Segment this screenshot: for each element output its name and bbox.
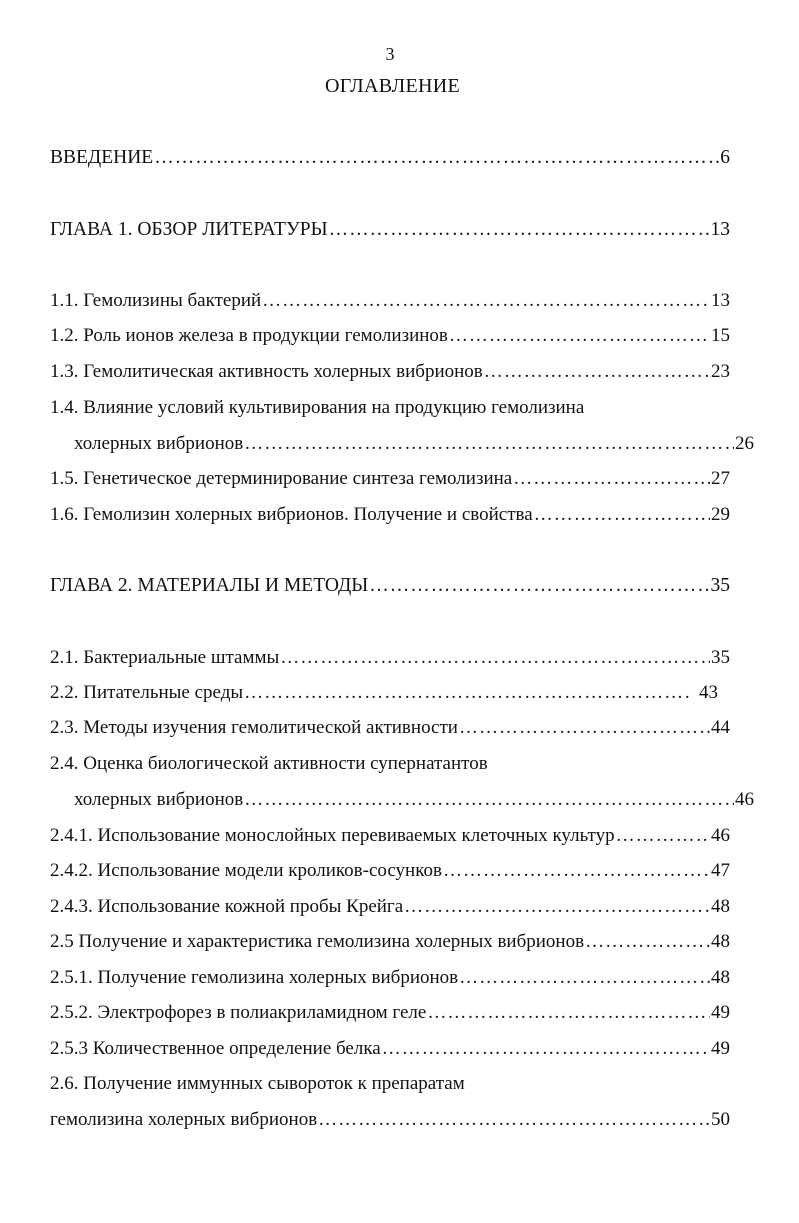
- toc-entry-page: 49: [711, 1002, 730, 1023]
- toc-entry-page: 46: [711, 825, 730, 846]
- toc-entry-page: 29: [711, 504, 730, 525]
- toc-entry-page: 26: [735, 433, 754, 454]
- leader-dots: [244, 681, 690, 705]
- toc-entry-2-5-2[interactable]: [50, 1001, 730, 1025]
- toc-entry-page: 43: [699, 682, 718, 703]
- toc-entry-page: 48: [711, 931, 730, 952]
- toc-entry-page: 44: [711, 717, 730, 738]
- toc-entry-label: 2.5.1. Получение гемолизина холерных вибрионов: [50, 967, 459, 988]
- toc-entry-1-5[interactable]: [50, 467, 730, 491]
- toc-entry-page: 6: [720, 147, 730, 168]
- leader-dots: [616, 824, 710, 848]
- toc-entry-2-4-2[interactable]: [50, 859, 730, 883]
- leader-dots: [513, 467, 710, 491]
- toc-entry-page: 46: [735, 789, 754, 810]
- toc-entry-introduction[interactable]: [50, 146, 730, 170]
- toc-entry-2-4-1[interactable]: [50, 824, 730, 848]
- toc-entry-1-4[interactable]: [50, 396, 754, 456]
- toc-entry-2-5-3[interactable]: [50, 1037, 730, 1061]
- toc-entry-label-line1: 2.4. Оценка биологической активности супернатантов: [50, 753, 488, 774]
- toc-entry-label-line1: 1.4. Влияние условий культивирования на продукцию гемолизина: [50, 397, 585, 418]
- toc-entry-page: 15: [711, 325, 730, 346]
- toc-entry-2-1[interactable]: [50, 646, 730, 670]
- leader-dots: [154, 146, 719, 170]
- toc-entry-1-2[interactable]: [50, 324, 730, 348]
- toc-entry-1-1[interactable]: [50, 289, 730, 313]
- leader-dots: [280, 646, 710, 670]
- leader-dots: [244, 432, 734, 456]
- leader-dots: [459, 966, 710, 990]
- toc-entry-label: 2.4.3. Использование кожной пробы Крейга: [50, 896, 404, 917]
- toc-entry-label: 2.5 Получение и характеристика гемолизина холерных вибрионов: [50, 931, 585, 952]
- toc-entry-label: ГЛАВА 2. МАТЕРИАЛЫ И МЕТОДЫ: [50, 575, 369, 596]
- toc-entry-label-line1: 2.6. Получение иммунных сывороток к препаратам: [50, 1073, 465, 1094]
- toc-entry-2-4-3[interactable]: [50, 895, 730, 919]
- leader-dots: [369, 574, 709, 598]
- toc-entry-page: 35: [710, 575, 730, 596]
- toc-entry-2-2[interactable]: [50, 681, 730, 705]
- toc-entry-chapter-1[interactable]: [50, 218, 730, 242]
- leader-dots: [585, 930, 710, 954]
- leader-dots: [427, 1001, 710, 1025]
- leader-dots: [449, 324, 710, 348]
- toc-entry-label: 1.2. Роль ионов железа в продукции гемолизинов: [50, 325, 448, 346]
- toc-entry-label: холерных вибрионов: [74, 789, 244, 810]
- toc-entry-2-4[interactable]: [50, 752, 754, 812]
- toc-entry-label: 2.1. Бактериальные штаммы: [50, 647, 280, 668]
- toc-entry-label: 2.2. Питательные среды: [50, 682, 244, 703]
- leader-dots: [534, 503, 710, 527]
- toc-entry-2-5[interactable]: [50, 930, 730, 954]
- toc-entry-page: 23: [711, 361, 730, 382]
- toc-entry-label: 1.3. Гемолитическая активность холерных вибрионов: [50, 361, 483, 382]
- toc-entry-page: 48: [711, 967, 730, 988]
- toc-entry-label: ВВЕДЕНИЕ: [50, 147, 154, 168]
- toc-entry-1-6[interactable]: [50, 503, 730, 527]
- toc-entry-label: гемолизина холерных вибрионов: [50, 1109, 318, 1130]
- toc-entry-page: 27: [711, 468, 730, 489]
- toc-entry-2-5-1[interactable]: [50, 966, 730, 990]
- toc-entry-page: 13: [710, 219, 730, 240]
- leader-dots: [484, 360, 710, 384]
- toc-entry-2-3[interactable]: [50, 716, 730, 740]
- toc-entry-label: 2.5.2. Электрофорез в полиакриламидном геле: [50, 1002, 427, 1023]
- toc-entry-2-6[interactable]: [50, 1072, 730, 1132]
- page-number: 3: [385, 44, 395, 64]
- leader-dots: [329, 218, 710, 242]
- toc-entry-page: 13: [711, 290, 730, 311]
- leader-dots: [404, 895, 710, 919]
- toc-entry-page: 50: [711, 1109, 730, 1130]
- leader-dots: [262, 289, 710, 313]
- toc-entry-page: 35: [711, 647, 730, 668]
- toc-entry-label: 2.4.2. Использование модели кроликов-сосунков: [50, 860, 442, 881]
- toc-entry-label: 2.3. Методы изучения гемолитической активности: [50, 717, 458, 738]
- toc-entry-chapter-2[interactable]: [50, 574, 730, 598]
- toc-entry-label: 1.1. Гемолизины бактерий: [50, 290, 262, 311]
- leader-dots: [459, 716, 710, 740]
- toc-title: ОГЛАВЛЕНИЕ: [325, 75, 460, 97]
- leader-dots: [382, 1037, 710, 1061]
- toc-entry-label: 2.4.1. Использование монослойных перевиваемых клеточных культур: [50, 825, 615, 846]
- toc-entry-label: 1.6. Гемолизин холерных вибрионов. Получение и свойства: [50, 504, 533, 525]
- leader-dots: [318, 1108, 710, 1132]
- toc-entry-label: 1.5. Генетическое детерминирование синтеза гемолизина: [50, 468, 513, 489]
- toc-entry-page: 47: [711, 860, 730, 881]
- toc-entry-label: ГЛАВА 1. ОБЗОР ЛИТЕРАТУРЫ: [50, 219, 328, 240]
- leader-dots: [443, 859, 710, 883]
- toc-entry-label: холерных вибрионов: [74, 433, 244, 454]
- toc-entry-label: 2.5.3 Количественное определение белка: [50, 1038, 381, 1059]
- toc-entry-1-3[interactable]: [50, 360, 730, 384]
- leader-dots: [244, 788, 734, 812]
- toc-entry-page: 48: [711, 896, 730, 917]
- toc-entry-page: 49: [711, 1038, 730, 1059]
